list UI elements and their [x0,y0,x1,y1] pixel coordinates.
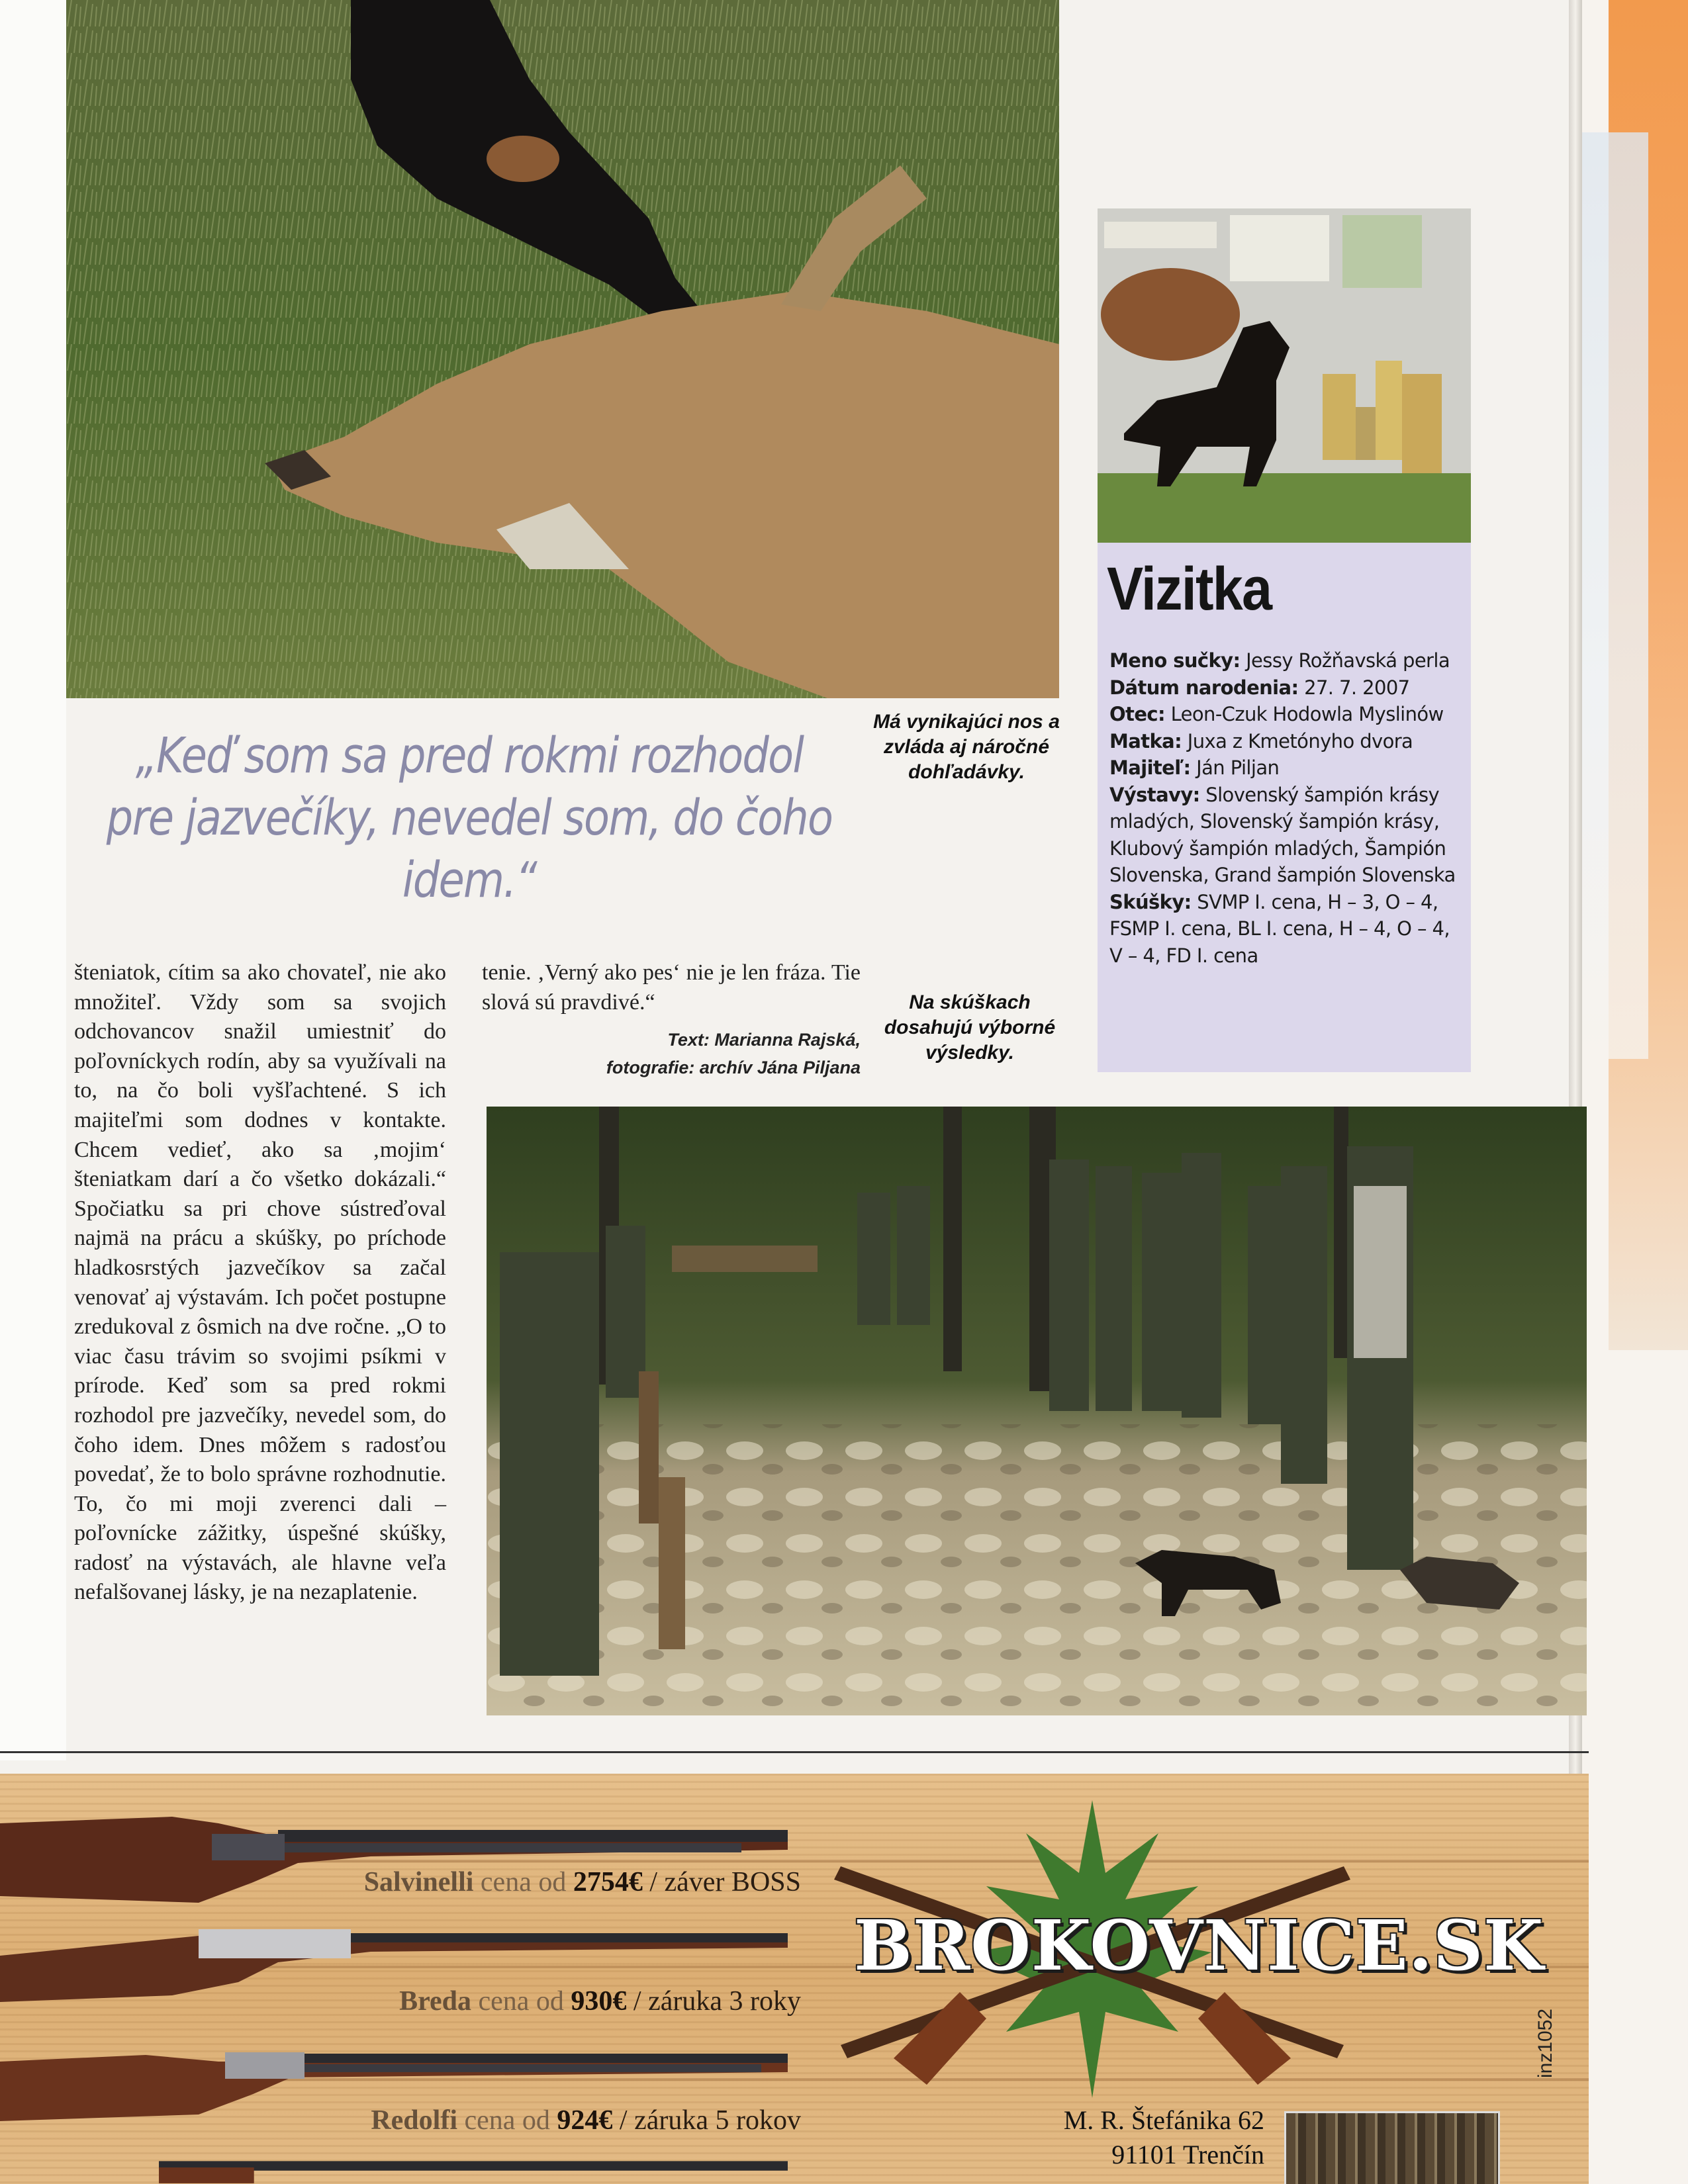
address-street: M. R. Štefánika 62 [1063,2105,1264,2135]
vizitka-row: Dátum narodenia: 27. 7. 2007 [1109,676,1410,699]
gun-offer-redolfi: Redolfi cena od 924€ / záruka 5 rokov [371,2105,801,2136]
shotgun-partial-image [159,2151,788,2184]
pull-quote: „Keď som sa pred rokmi rozhodol pre jazvečíky, nevedel som, do čoho idem.“ [106,727,833,909]
vizitka-row: Majiteľ: Ján Piljan [1109,756,1280,779]
credit-photo: fotografie: archív Jána Piljana [606,1058,861,1077]
credit-text: Text: Marianna Rajská, [667,1030,861,1050]
vizitka-row: Výstavy: Slovenský šampión krásy mladých, Slovenský šampión krásy, Klubový šampión mladých, Šampión Slovenska, Grand šampión Slovenska [1109,783,1456,886]
photo-dachshund-with-trophies [1098,208,1471,543]
article-text-1: šteniatok, cítim sa ako chovateľ, nie ako množiteľ. Vždy som sa svojich odchovancov snažil umiestniť do poľovníckych rodín, aby sa využívali na to, na čo boli vyšľachtené. S ich majiteľmi som dodnes v kontakte. Chcem vedieť, ako sa ‚mojim‘ šteniatkam darí a čo všetko dokázali.“ Spočiatku sa pri chove sústreďoval najmä na prácu a skúšky, po príchode hladkosrstých jazvečíkov sa začal venovať aj výstavám. Ich počet postupne zredukoval z ôsmich na dve ročne. „O to viac času trávim so svojimi psíkmi v prírode. Keď som sa pred rokmi rozhodol pre jazvečíky, nevedel som, do čoho idem. Dnes môžem s radosťou povedať, že to bolo správne rozhodnutie. To, čo mi moji zverenci dali – poľovnícke zážitky, úspešné skúšky, radosť na výstavách, ale hlavne veľa nefalšovanej lásky, je na nezaplatenie. [74,960,446,1605]
photo-hunters-in-forest [487,1107,1587,1715]
vizitka-row: Skúšky: SVMP I. cena, H – 3, O – 4, FSMP I. cena, BL I. cena, H – 4, O – 4, V – 4, FD I. cena [1109,890,1450,967]
ad-code: inz1052 [1534,2008,1556,2078]
article-column-1 [74,958,446,1608]
address-city: 91101 Trenčín [1111,2140,1264,2169]
gun-offer-breda: Breda cena od 930€ / záruka 3 roky [399,1986,801,2017]
ad-separator [0,1751,1589,1753]
article-column-2 [482,958,861,1017]
vizitka-list [1109,647,1467,969]
brand-name: BROKOVNICE.SK [854,1905,1544,1986]
vizitka-row: Matka: Juxa z Kmetónyho dvora [1109,729,1413,752]
vizitka-row: Otec: Leon-Czuk Hodowla Myslinów [1109,703,1444,725]
vizitka-title: Vizitka [1107,555,1272,623]
vizitka-row: Meno sučky: Jessy Rožňavská perla [1109,649,1450,672]
gun-offer-salvinelli: Salvinelli cena od 2754€ / záver BOSS [363,1867,801,1897]
article-text-2: tenie. ‚Verný ako pes‘ nie je len fráza. Tie slová sú pravdivé.“ [482,960,861,1015]
shop-address [1033,2103,1264,2172]
advertisement-brokovnice [0,1774,1589,2184]
photo-dog-with-roe-deer [66,0,1059,698]
caption-nose: Má vynikajúci nos a zvláda aj náročné dohľadávky. [873,711,1060,783]
shop-interior-photo [1284,2111,1500,2184]
page-left-margin [0,0,66,1760]
caption-exams: Na skúškach dosahujú výborné výsledky. [884,991,1056,1064]
